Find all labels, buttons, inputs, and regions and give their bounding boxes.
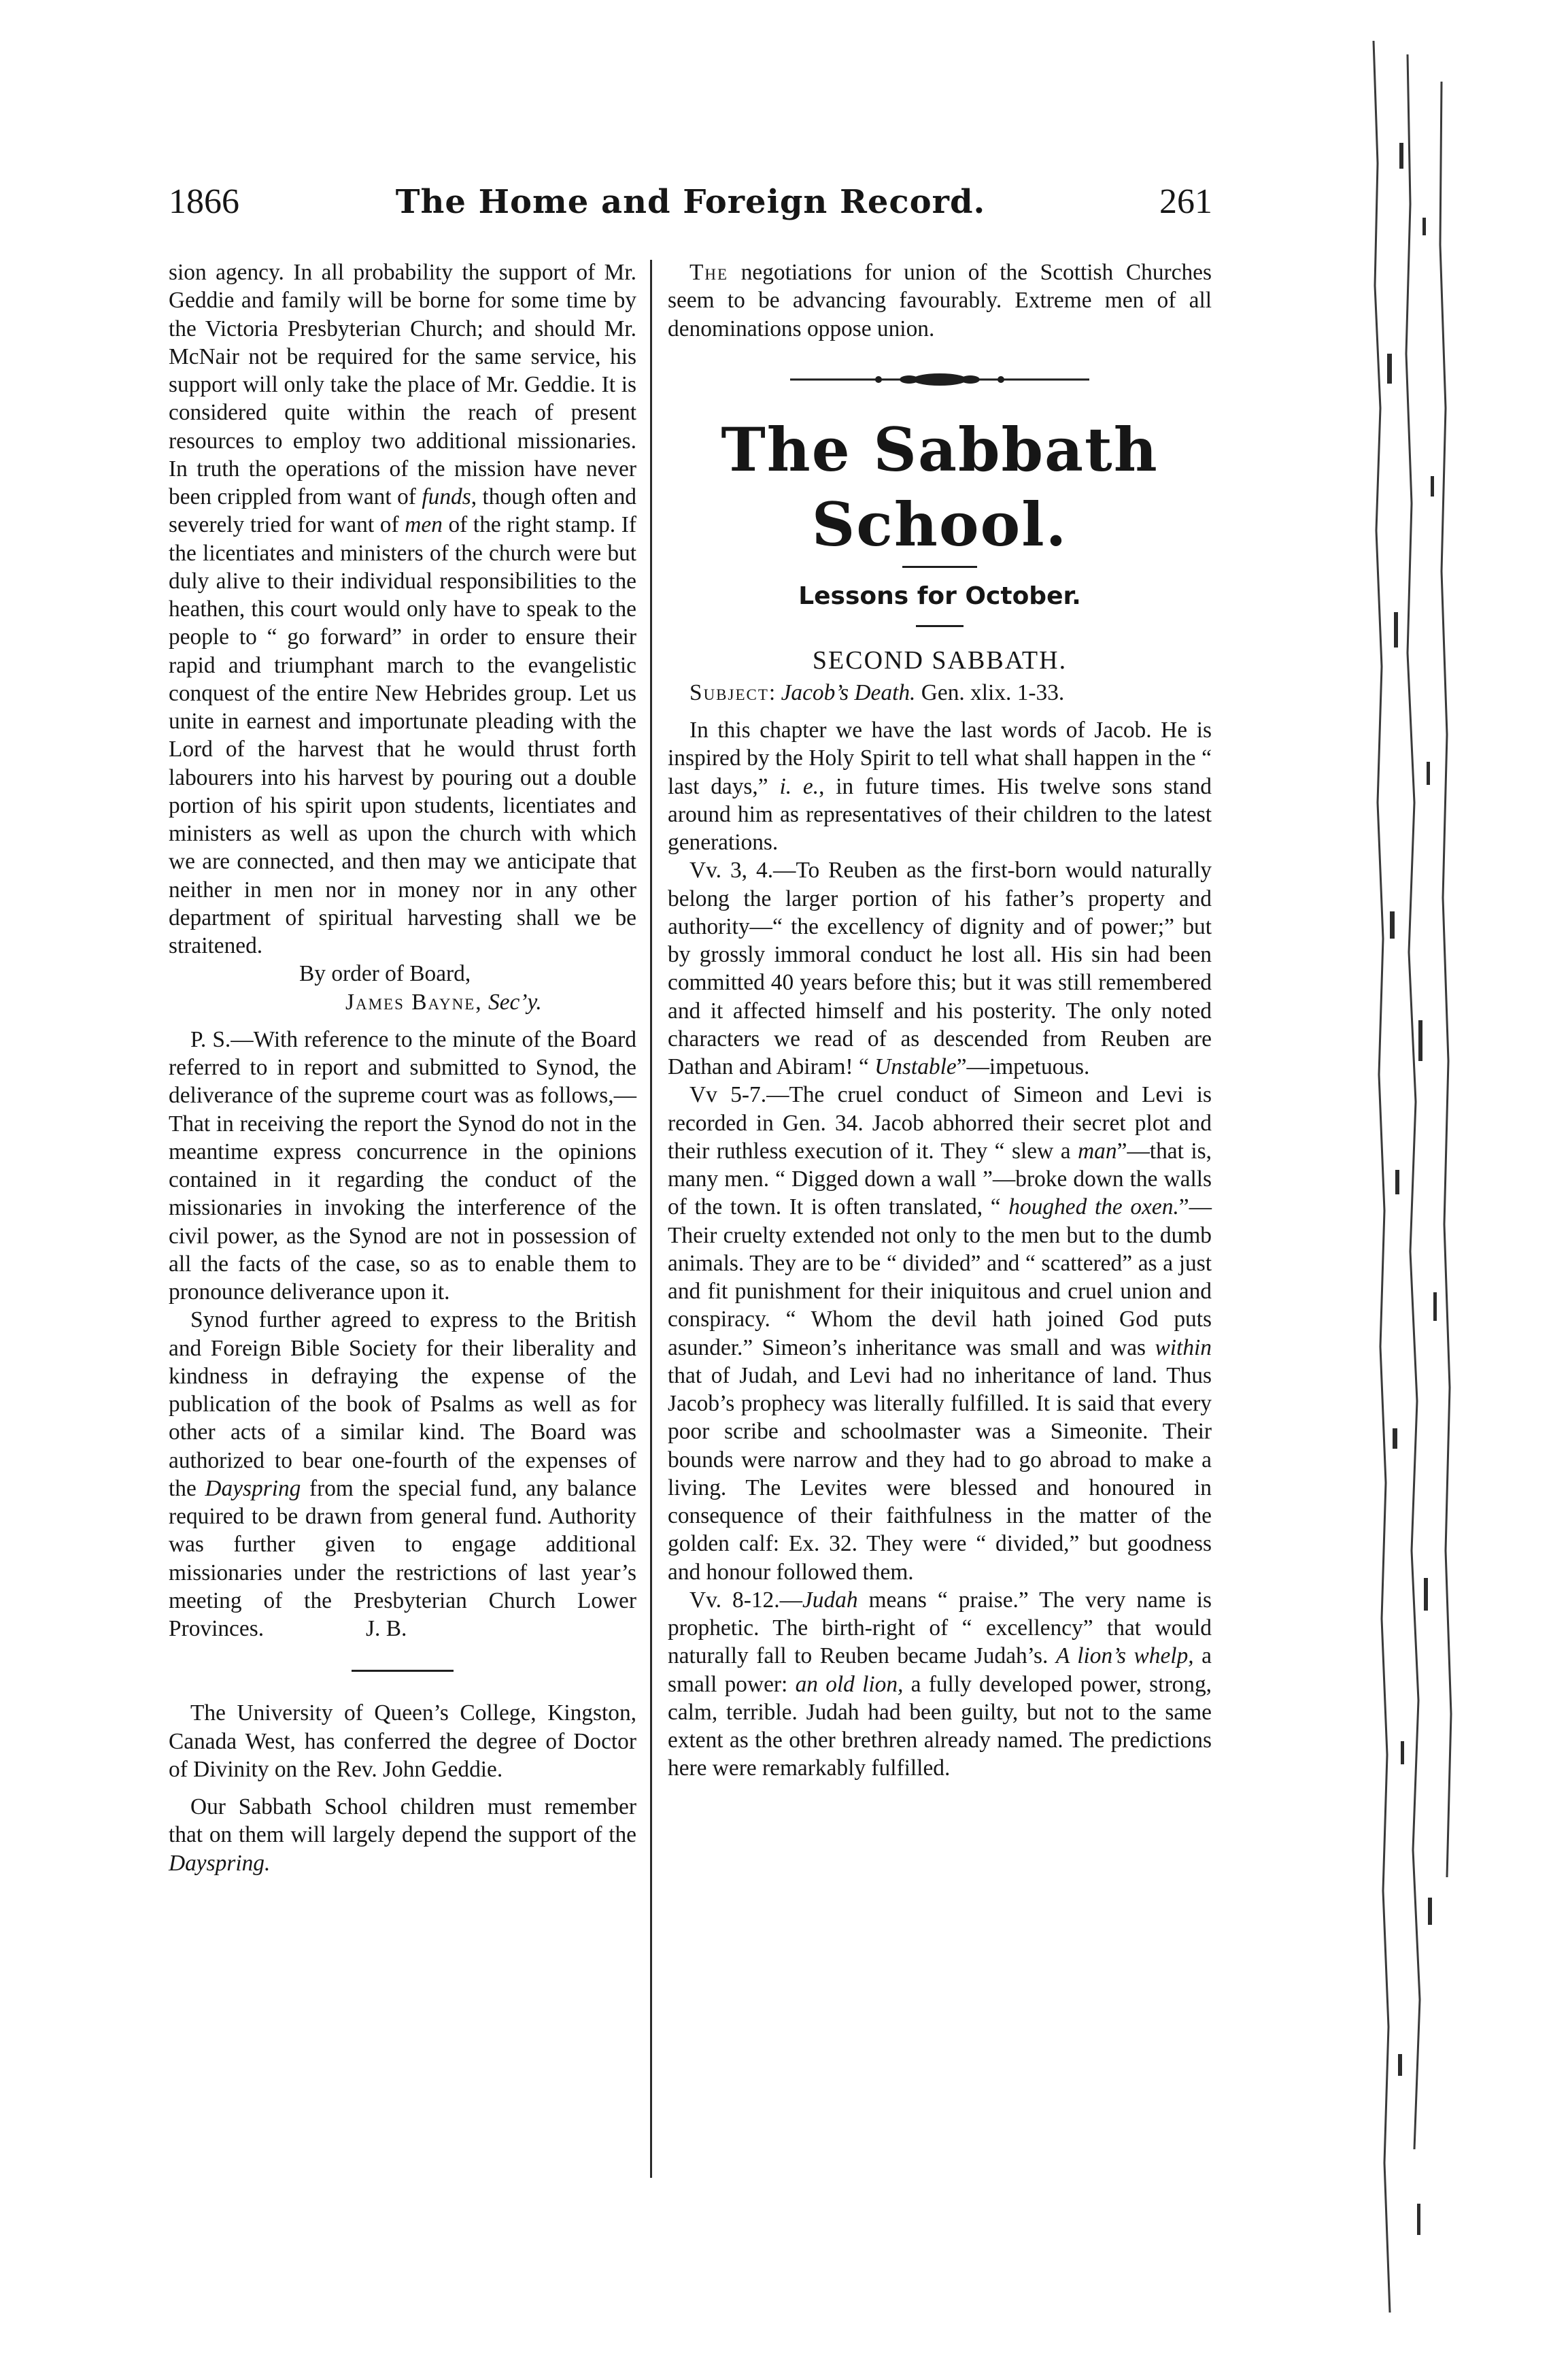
ornament-divider [790,370,1089,389]
union-paragraph: The negotiations for union of the Scottish Churches seem to be advancing favourably. Extreme men of all denominations oppose union. [668,260,1212,341]
subheading-rule [916,625,964,627]
sabbath-children-paragraph: Our Sabbath School children must remember that on them will largely depend the support of the Dayspring. [169,1794,636,1876]
section-rule [352,1670,454,1672]
initials: J. B. [366,1616,407,1641]
right-column [668,258,1212,1783]
simeon-levi-paragraph: Vv 5-7.—The cruel conduct of Simeon and Levi is recorded in Gen. 34. Jacob abhorred their secret plot and their ruthless execution of it. They “ slew a man”—that is, many men. “ Digged down a wall ”—broke down the walls of the town. It is often translated, “ houghed the oxen.”—Their cruelty extended not only to the men but to the dumb animals. They are to be “ divided” and “ scattered” as a just and fit punishment for their iniquitous and cruel union and conspiracy. “ Whom the devil hath joined God puts asunder.” Simeon’s inheritance was small and was within that of Judah, and Levi had no inheritance of land. Thus Jacob’s prophecy was literally fulfilled. It is said that every poor scribe and schoolmaster was a Simeonite. Their bounds were narrow and they had to go abroad to make a living. The Levites were blessed and honoured in consequence of their faithfulness in the matter of the golden calf: Ex. 32. They were “ divided,” but goodness and honour followed them. [668,1082,1212,1585]
postscript-paragraph: P. S.—With reference to the minute of the Board referred to in report and submitted to Synod, the deliverance of the supreme court was as follows,—That in receiving the report the Synod do not in the meantime express concurrence in the opinions contained in it regarding the conduct of the missionaries in invoking the interference of the civil power, as the Synod are not in possession of all the facts of the case, so as to enable them to pronounce deliverance upon it. [169,1026,636,1305]
left-column [169,258,636,1877]
running-header [169,178,1212,226]
judah-paragraph: Vv. 8-12.—Judah means “ praise.” The very name is prophetic. The birth-right of “ excellency” that would naturally fall to Reuben became Judah’s. A lion’s whelp, a small power: an old lion, a fully developed power, strong, calm, terrible. Judah had been guilty, but not to the same extent as the other brethren already named. The predictions here were remarkably fulfilled. [668,1587,1212,1781]
header-year: 1866 [169,182,239,221]
heading-rule [902,566,977,568]
university-paragraph: The University of Queen’s College, Kingston, Canada West, has conferred the degree of Doctor of Divinity on the Rev. John Geddie. [169,1700,636,1782]
verse-ref: Vv. 3, 4. [689,858,774,884]
header-page-number: 261 [1159,182,1212,221]
signoff-secretary: James Bayne, Sec’y. [345,989,542,1015]
section-heading: The Sabbath School. [721,414,1159,560]
header-title: The Home and Foreign Record. [395,183,986,221]
column-divider [650,260,652,2178]
scan-edge-texture [1360,0,1568,2354]
mission-funding-paragraph: sion agency. In all probability the support of Mr. Geddie and family will be borne for some time by the Victoria Presbyterian Church; and should Mr. McNair not be required for the same service, his support will only take the place of Mr. Geddie. It is considered quite within the reach of present resources to employ two additional missionaries. In truth the operations of the mission have never been crippled from want of funds, though often and severely tried for want of men of the right stamp. If the licentiates and ministers of the church were but duly alive to their individual responsibilities to the heathen, this court would only have to speak to the people to “ go forward” in order to ensure their rapid and triumphant march to the evangelistic conquest of the entire New Hebrides group. Let us unite in earnest and importunate pleading with the Lord of the harvest that he would thrust forth labourers into his harvest by pouring out a double portion of his spirit upon students, licentiates and ministers as well as upon the church with which we are connected, and then may we anticipate that neither in men nor in money nor in any other department of spiritual harvesting shall we be straitened. [169,260,636,958]
lesson-title: SECOND SABBATH. [812,645,1068,675]
reuben-paragraph: Vv. 3, 4.—To Reuben as the first-born would naturally belong the larger portion of his father’s property and authority—“ the excellency of dignity and of power;” but by grossly immoral conduct he lost all. His sin had been committed 40 years before this; but it was still remembered and it affected himself and his posterity. The only noted characters we read of as descended from Reuben are Dathan and Abiram! “ Unstable”—impetuous. [668,858,1212,1079]
verse-ref: Vv 5-7. [689,1082,767,1108]
verse-ref: Vv. 8-12. [689,1587,780,1613]
synod-paragraph: Synod further agreed to express to the British and Foreign Bible Society for their liberality and kindness in defraying the expense of the publication of the book of Psalms as well as for other acts of a similar kind. The Board was authorized to bear one-fourth of the expenses of the Dayspring from the special fund, any balance required to be drawn from general fund. Authority was further given to engage additional missionaries under the restrictions of last year’s meeting of the Presbyterian Church Lower Provinces. J. B. [169,1307,637,1641]
lesson-intro-paragraph: In this chapter we have the last words of Jacob. He is inspired by the Holy Spirit to tell what shall happen in the “ last days,” i. e., in future times. His twelve sons stand around him as representatives of their children to the latest generations. [668,718,1212,855]
lessons-subheading: Lessons for October. [798,582,1081,610]
signoff-board: By order of Board, [299,961,471,987]
lesson-subject: Subject: Jacob’s Death. Gen. xlix. 1-33. [689,679,1065,705]
